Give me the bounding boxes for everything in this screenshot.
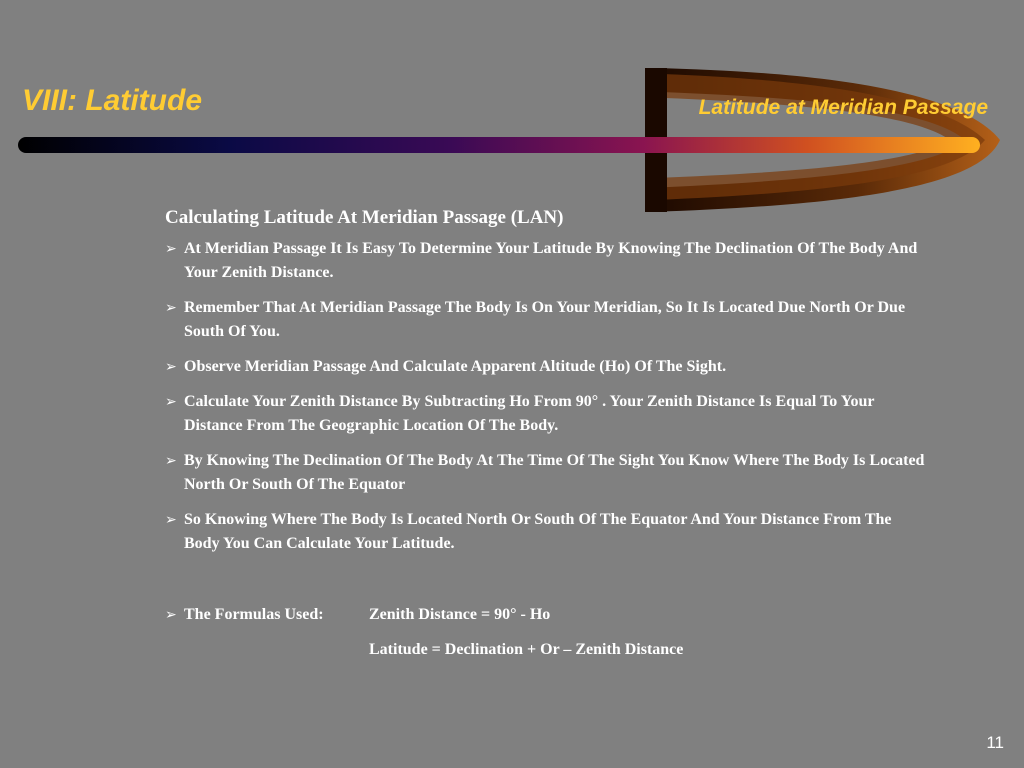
slide-subtitle: Latitude at Meridian Passage — [698, 96, 988, 119]
bullet-item — [165, 237, 925, 285]
arrow-bullet-icon: ➢ — [165, 394, 177, 410]
bullet-text: At Meridian Passage It Is Easy To Determine Your Latitude By Knowing The Declination Of The Body And Your Zenith Distance. — [184, 240, 918, 281]
arrow-bullet-icon: ➢ — [165, 607, 177, 623]
bullet-text: So Knowing Where The Body Is Located North Or South Of The Equator And Your Distance From The Body You Can Calculate Your Latitude. — [184, 511, 892, 552]
bullet-item — [165, 508, 925, 556]
formula-row — [165, 603, 925, 627]
bullet-text: Remember That At Meridian Passage The Body Is On Your Meridian, So It Is Located Due North Or Due South Of You. — [184, 299, 906, 340]
slide-title: VIII: Latitude — [22, 84, 202, 117]
spacer — [165, 567, 925, 603]
bullet-text: Observe Meridian Passage And Calculate Apparent Altitude (Ho) Of The Sight. — [184, 358, 727, 375]
bullet-item — [165, 449, 925, 497]
slide-content — [165, 205, 925, 662]
content-heading: Calculating Latitude At Meridian Passage (LAN) — [165, 207, 564, 228]
bullet-text: By Knowing The Declination Of The Body At The Time Of The Sight You Know Where The Body Is Located North Or South Of The Equator — [184, 452, 925, 493]
bullet-item — [165, 390, 925, 438]
bullet-item — [165, 355, 925, 379]
arrow-bullet-icon: ➢ — [165, 512, 177, 528]
arrow-bullet-icon: ➢ — [165, 300, 177, 316]
title-underline-bar — [18, 137, 980, 153]
page-number: 11 — [986, 733, 1004, 752]
arrow-bullet-icon: ➢ — [165, 241, 177, 257]
formula-latitude: Latitude = Declination + Or – Zenith Distance — [369, 641, 684, 658]
formula-label: The Formulas Used: — [184, 606, 324, 623]
bullet-item — [165, 296, 925, 344]
bullet-text: Calculate Your Zenith Distance By Subtracting Ho From 90° . Your Zenith Distance Is Equal To Your Distance From The Geographic Location Of The Body. — [184, 393, 875, 434]
arrow-bullet-icon: ➢ — [165, 359, 177, 375]
formula-zenith-distance: Zenith Distance = 90° - Ho — [369, 606, 551, 623]
arrow-bullet-icon: ➢ — [165, 453, 177, 469]
